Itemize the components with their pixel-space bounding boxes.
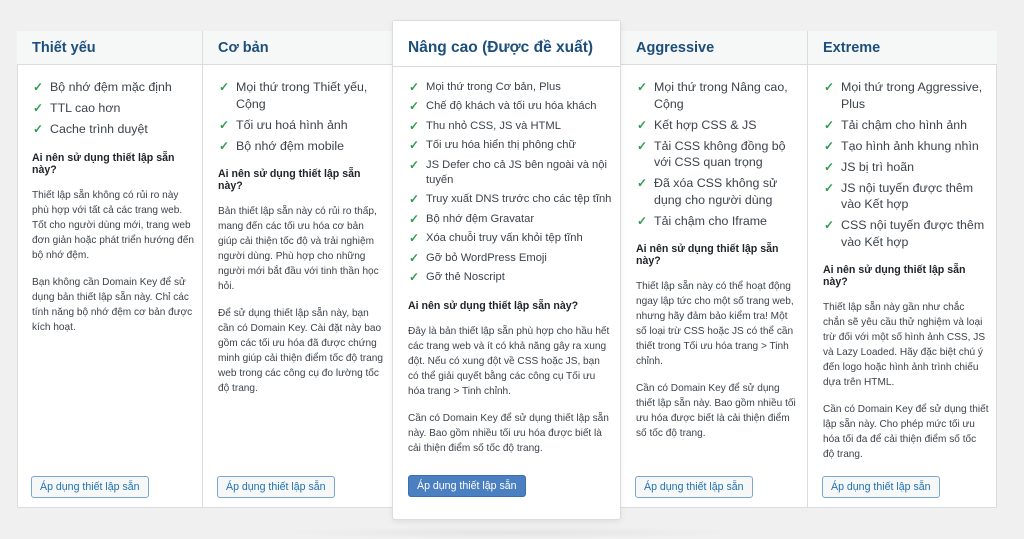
feature-item: ✓ Tối ưu hoá hình ảnh [219, 117, 348, 132]
preset-title: Extreme [808, 31, 997, 65]
feature-item: ✓ Mọi thứ trong Nâng cao, Cộng [637, 80, 788, 111]
preset-title: Thiết yếu [17, 31, 202, 65]
feature-list [823, 79, 989, 250]
checkmark-icon: ✓ [409, 211, 420, 226]
feature-item: ✓ Bộ nhớ đệm mobile [219, 138, 344, 153]
checkmark-icon: ✓ [637, 138, 648, 153]
checkmark-icon: ✓ [824, 138, 835, 153]
who-should-use-heading: Ai nên sử dụng thiết lập sẵn này? [408, 299, 579, 312]
panel-shadow [280, 526, 740, 539]
who-should-use-heading: Ai nên sử dụng thiết lập sẵn này? [218, 168, 361, 193]
who-should-use-heading: Ai nên sử dụng thiết lập sẵn này? [823, 264, 966, 289]
description-paragraph: Thiết lập sẵn này gần như chắc chắn sẽ yêu cầu thử nghiệm và loại trừ đối với một số hình ảnh CSS, JS và Lazy Loaded. Hãy đặc biệt chú ý đến logo hoặc hình ảnh trình chiếu dựa trên HTML. [823, 302, 986, 389]
checkmark-icon: ✓ [219, 138, 230, 153]
feature-item: ✓ Cache trình duyệt [33, 122, 148, 137]
checkmark-icon: ✓ [219, 117, 230, 132]
checkmark-icon: ✓ [409, 192, 420, 207]
checkmark-icon: ✓ [33, 101, 44, 116]
checkmark-icon: ✓ [409, 157, 420, 172]
feature-list [218, 79, 384, 154]
preset-title: Aggressive [621, 31, 807, 65]
feature-item: ✓ Tạo hình ảnh khung nhìn [824, 138, 979, 153]
feature-item: ✓ Truy xuất DNS trước cho các tệp tĩnh [409, 192, 612, 207]
checkmark-icon: ✓ [219, 80, 230, 94]
checkmark-icon: ✓ [409, 99, 420, 114]
checkmark-icon: ✓ [409, 138, 420, 153]
feature-item: ✓ Kết hợp CSS & JS [637, 117, 757, 132]
preset-aggressive [621, 31, 808, 508]
feature-item: ✓ Đã xóa CSS không sử dụng cho người dùng [637, 176, 778, 207]
feature-item: ✓ Tải chậm cho Iframe [637, 213, 767, 228]
checkmark-icon: ✓ [824, 80, 835, 94]
description-paragraph: Thiết lập sẵn này có thể hoạt động ngay lập tức cho một số trang web, nhưng hãy đảm bảo kiểm tra! Một số loại trừ CSS hoặc JS có thể cần thiết trong Tối ưu hóa trang > Tinh chỉnh. [636, 281, 794, 368]
feature-item: ✓ Bộ nhớ đệm mặc định [33, 80, 172, 94]
apply-preset-button[interactable]: Áp dụng thiết lập sẵn [31, 476, 149, 498]
preset-extreme [808, 31, 997, 508]
description-paragraph: Cần có Domain Key để sử dụng thiết lập sẵn này. Cho phép mức tối ưu hóa tối đa để cải thiện điểm số tốc độ trang. [823, 404, 989, 461]
checkmark-icon: ✓ [409, 250, 420, 265]
apply-preset-button[interactable]: Áp dụng thiết lập sẵn [635, 476, 753, 498]
description-paragraph: Cần có Domain Key để sử dụng thiết lập sẵn này. Bao gồm nhiều tối ưu hóa được biết là cải thiện điểm số tốc độ trang. [408, 412, 609, 454]
feature-item: ✓ Mọi thứ trong Aggressive, Plus [824, 80, 983, 111]
feature-item: ✓ Tải chậm cho hình ảnh [824, 117, 968, 132]
apply-preset-button[interactable]: Áp dụng thiết lập sẵn [408, 475, 526, 497]
checkmark-icon: ✓ [637, 117, 648, 132]
feature-item: ✓ Xóa chuỗi truy vấn khỏi tệp tĩnh [409, 231, 583, 246]
who-should-use-heading: Ai nên sử dụng thiết lập sẵn này? [636, 243, 779, 268]
checkmark-icon: ✓ [33, 122, 44, 137]
feature-item: ✓ Mọi thứ trong Thiết yếu, Cộng [219, 80, 368, 111]
checkmark-icon: ✓ [824, 218, 835, 233]
feature-item: ✓ Gỡ thẻ Noscript [409, 270, 505, 285]
description-paragraph: Bạn không cần Domain Key để sử dụng bản thiết lập sẵn này. Chỉ các tính năng bộ nhớ đệm cơ bản được kích hoạt. [32, 276, 193, 333]
checkmark-icon: ✓ [637, 213, 648, 228]
feature-item: ✓ TTL cao hơn [33, 101, 121, 116]
description-paragraph: Đây là bản thiết lập sẵn phù hợp cho hầu hết các trang web và ít có khả năng gây ra xung đột. Nếu có xung đột về CSS hoặc JS, bạn có thể giải quyết bằng các công cụ Tối ưu hóa trang > Tinh chỉnh. [408, 325, 610, 397]
checkmark-icon: ✓ [824, 117, 835, 132]
feature-item: ✓ JS nội tuyến được thêm vào Kết hợp [824, 180, 974, 212]
who-should-use-heading: Ai nên sử dụng thiết lập sẵn này? [32, 151, 175, 176]
feature-item: ✓ Mọi thứ trong Cơ bản, Plus [409, 80, 561, 94]
feature-item: ✓ JS Defer cho cả JS bên ngoài và nội tuyến [409, 157, 607, 187]
feature-item: ✓ JS bị trì hoãn [824, 159, 915, 174]
description-paragraph: Cần có Domain Key để sử dụng thiết lập sẵn này. Bao gồm nhiều tối ưu hóa được biết là cải thiện điểm số tốc độ trang. [636, 383, 796, 440]
feature-item: ✓ Chế độ khách và tối ưu hóa khách [409, 99, 597, 114]
feature-item: ✓ Tối ưu hóa hiển thị phông chữ [409, 138, 576, 153]
checkmark-icon: ✓ [33, 80, 44, 94]
checkmark-icon: ✓ [409, 270, 420, 285]
feature-item: ✓ Tải CSS không đồng bộ với CSS quan trọng [637, 138, 786, 170]
description-paragraph: Thiết lập sẵn không có rủi ro này phù hợp với tất cả các trang web. Tốt cho người dùng mới, trang web đơn giản hoặc phát triển hướng đến bộ nhớ đệm. [32, 189, 194, 261]
checkmark-icon: ✓ [824, 180, 835, 195]
feature-item: ✓ CSS nội tuyến được thêm vào Kết hợp [824, 218, 985, 249]
apply-preset-button[interactable]: Áp dụng thiết lập sẵn [822, 476, 940, 498]
description-paragraph: Bản thiết lập sẵn này có rủi ro thấp, mang đến các tối ưu hóa cơ bản giúp cải thiện tốc độ và trải nghiệm người dùng. Phù hợp cho những người mới bắt đầu với tinh thần học hỏi. [218, 206, 379, 293]
checkmark-icon: ✓ [409, 118, 420, 133]
checkmark-icon: ✓ [637, 176, 648, 191]
feature-list [32, 79, 194, 138]
preset-advanced-recommended [392, 20, 621, 520]
checkmark-icon: ✓ [409, 231, 420, 246]
feature-list [636, 79, 799, 229]
checkmark-icon: ✓ [637, 80, 648, 94]
checkmark-icon: ✓ [409, 80, 420, 94]
feature-item: ✓ Thu nhỏ CSS, JS và HTML [409, 118, 561, 133]
preset-essential [17, 31, 203, 508]
apply-preset-button[interactable]: Áp dụng thiết lập sẵn [217, 476, 335, 498]
preset-title: Cơ bản [203, 31, 392, 65]
feature-item: ✓ Gỡ bỏ WordPress Emoji [409, 250, 547, 265]
preset-title: Nâng cao (Được đề xuất) [393, 21, 620, 67]
preset-basic [203, 31, 393, 508]
feature-list [408, 80, 612, 286]
feature-item: ✓ Bộ nhớ đệm Gravatar [409, 211, 535, 226]
description-paragraph: Để sử dụng thiết lập sẵn này, bạn cần có Domain Key. Cài đặt này bao gồm các tối ưu hóa đã được chứng minh giúp cải thiện điểm tốc độ trang web trong các công cụ đo lường tốc độ trang. [218, 308, 383, 395]
checkmark-icon: ✓ [824, 159, 835, 174]
